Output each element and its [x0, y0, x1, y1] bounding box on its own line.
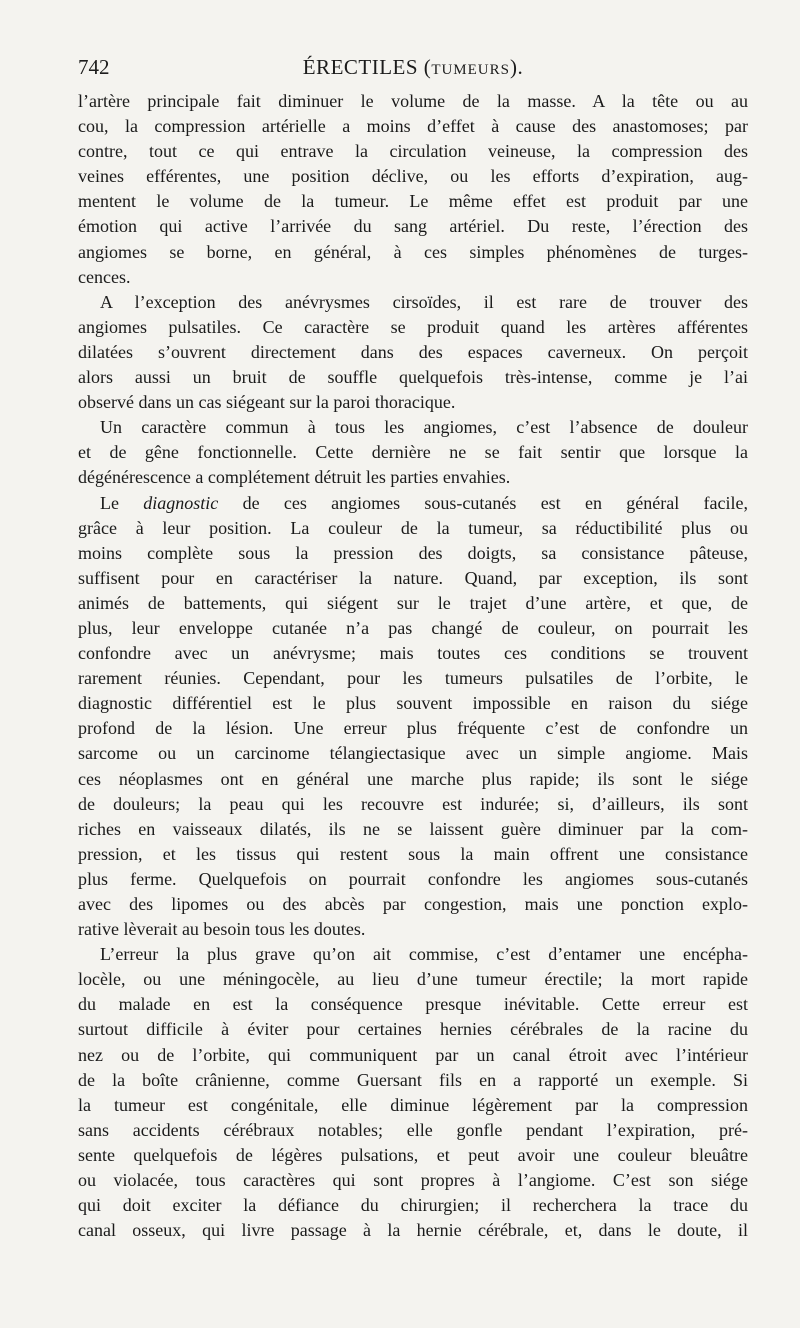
body-text	[78, 89, 748, 1243]
text-line: alors aussi un bruit de souffle quelquefois très-intense, comme je l’ai	[78, 367, 748, 388]
text-line: angiomes pulsatiles. Ce caractère se produit quand les artères afférentes	[78, 316, 748, 337]
text-line: surtout difficile à éviter pour certaines hernies cérébrales de la racine du	[78, 1019, 748, 1040]
running-head-main: ÉRECTILES (	[302, 55, 432, 79]
page-number: 742	[78, 55, 110, 79]
text-line: Un caractère commun à tous les angiomes, c’est l’absence de douleur	[100, 417, 748, 438]
text-line: plus, leur enveloppe cutanée n’a pas changé de couleur, on pourrait les	[78, 617, 748, 638]
text-line: riches en vaisseaux dilatés, ils ne se laissent guère diminuer par la com-	[78, 818, 748, 839]
text-line: cou, la compression artérielle a moins d’effet à cause des anastomoses; par	[78, 116, 748, 137]
text-line: et de gêne fonctionnelle. Cette dernière ne se fait sentir que lorsque la	[78, 442, 748, 463]
paragraph-4	[78, 491, 748, 943]
text-line: animés de battements, qui siégent sur le trajet d’une artère, et que, de	[78, 592, 748, 613]
italic-term: diagnostic	[143, 492, 219, 513]
running-head-end: ).	[510, 55, 524, 79]
paragraph-1	[78, 89, 748, 290]
text-line: pression, et les tissus qui restent sous la main offrent une consistance	[78, 843, 748, 864]
text-line: de douleurs; la peau qui les recouvre est indurée; si, d’ailleurs, ils sont	[78, 793, 748, 814]
text-line: sente quelquefois de légères pulsations, et peut avoir une couleur bleuâtre	[78, 1144, 748, 1165]
text-line: dégénérescence a complétement détruit les parties envahies.	[78, 467, 511, 488]
text-line: angiomes se borne, en général, à ces simples phénomènes de turges-	[78, 241, 748, 262]
text-line: avec des lipomes ou des abcès par congestion, mais une ponction explo-	[78, 894, 748, 914]
text-line: du malade en est la conséquence presque inévitable. Cette erreur est	[78, 994, 748, 1015]
text-line: dilatées s’ouvrent directement dans des espaces caverneux. On perçoit	[78, 341, 748, 362]
text-line: rarement réunies. Cependant, pour les tumeurs pulsatiles de l’orbite, le	[78, 668, 748, 689]
paragraph-3	[78, 415, 748, 490]
text-line: qui doit exciter la défiance du chirurgien; il recherchera la trace du	[78, 1195, 748, 1216]
text-line: L’erreur la plus grave qu’on ait commise, c’est d’entamer une encépha-	[100, 944, 748, 965]
text-line: la tumeur est congénitale, elle diminue légèrement par la compression	[78, 1094, 748, 1115]
text-line: contre, tout ce qui entrave la circulation veineuse, la compression des	[78, 141, 748, 162]
text-line	[78, 491, 748, 516]
text-line: A l’exception des anévrysmes cirsoïdes, il est rare de trouver des	[100, 291, 748, 312]
text-line: canal osseux, qui livre passage à la hernie cérébrale, et, dans le doute, il	[78, 1220, 748, 1241]
text-line: profond de la lésion. Une erreur plus fréquente c’est de confondre un	[78, 718, 748, 739]
text-line: moins complète sous la pression des doigts, sa consistance pâteuse,	[78, 542, 748, 563]
text-line: nez ou de l’orbite, qui communiquent par un canal étroit avec l’intérieur	[78, 1044, 748, 1065]
text-line: mentent le volume de la tumeur. Le même effet est produit par une	[78, 191, 748, 212]
text-line: veines efférentes, une position déclive, ou les efforts d’expiration, aug-	[78, 166, 748, 187]
text-line: de la boîte crânienne, comme Guersant fils en a rapporté un exemple. Si	[78, 1069, 748, 1090]
text-line: locèle, ou une méningocèle, au lieu d’une tumeur érectile; la mort rapide	[78, 969, 748, 990]
text-line: cences.	[78, 266, 131, 287]
text-line: diagnostic différentiel est le plus souvent impossible en raison du siége	[78, 693, 748, 714]
text-line: confondre avec un anévrysme; mais toutes ces conditions se trouvent	[78, 643, 748, 664]
text-line: ces néoplasmes ont en général une marche plus rapide; ils sont le siége	[78, 768, 748, 789]
text-line: ou violacée, tous caractères qui sont propres à l’angiome. C’est son siége	[78, 1170, 748, 1191]
text-line: émotion qui active l’arrivée du sang artériel. Du reste, l’érection des	[78, 216, 748, 237]
text-line: grâce à leur position. La couleur de la tumeur, sa réductibilité plus ou	[78, 517, 748, 538]
text-line: sans accidents cérébraux notables; elle gonfle pendant l’expiration, pré-	[78, 1119, 748, 1140]
paragraph-5	[78, 942, 748, 1243]
paragraph-2	[78, 290, 748, 415]
text-line: sarcome ou un carcinome télangiectasique avec un simple angiome. Mais	[78, 743, 748, 764]
running-head-sub: TUMEURS	[431, 62, 510, 78]
text-run: de ces angiomes sous-cutanés est en général facile,	[218, 492, 748, 513]
text-line: l’artère principale fait diminuer le volume de la masse. A la tête ou au	[78, 91, 748, 111]
page-header	[78, 52, 748, 82]
text-line: suffisent pour en caractériser la nature. Quand, par exception, ils sont	[78, 567, 748, 588]
text-line: rative lèverait au besoin tous les doutes.	[78, 919, 366, 940]
running-head	[78, 52, 748, 85]
text-line: plus ferme. Quelquefois on pourrait confondre les angiomes sous-cutanés	[78, 868, 748, 889]
text-line: observé dans un cas siégeant sur la paroi thoracique.	[78, 392, 456, 413]
text-run: Le	[100, 492, 144, 513]
